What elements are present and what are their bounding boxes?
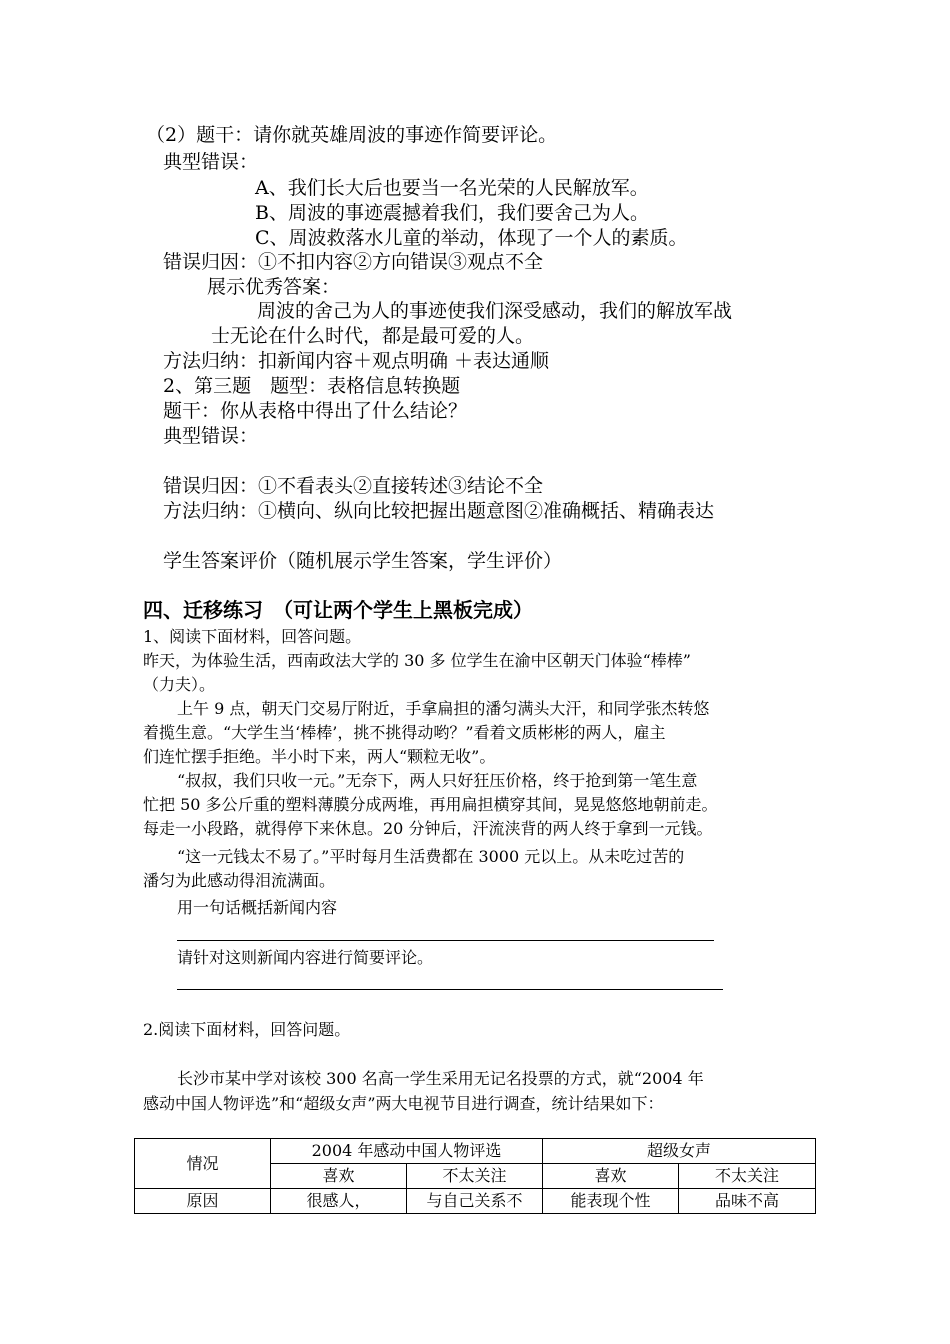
- q2-intro-line-1: 长沙市某中学对该校 300 名高一学生采用无记名投票的方式，就“2004 年: [177, 1069, 704, 1088]
- typical-errors-label: 典型错误：: [163, 151, 259, 173]
- typical-error-b: B、周波的事迹震撼着我们，我们要舍己为人。: [255, 202, 649, 224]
- cell-g1-not-care-reason: 与自己关系不: [407, 1189, 543, 1214]
- header-not-care-1: 不太关注: [407, 1164, 543, 1189]
- question-3-error-causes: 错误归因：①不看表头②直接转述③结论不全: [163, 475, 544, 497]
- passage-p1-line-2: （力夫）。: [143, 675, 216, 694]
- question-3-stem: 题干：你从表格中得出了什么结论？: [163, 400, 468, 422]
- practice-q1-title: 1、阅读下面材料，回答问题。: [143, 627, 362, 646]
- table-row: [135, 1189, 816, 1214]
- passage-p2-line-3: 们连忙摆手拒绝。半小时下来，两人“颗粒无收”。: [143, 747, 496, 766]
- header-situation: 情况: [135, 1139, 271, 1189]
- passage-p4-line-1: “这一元钱太不易了。”平时每月生活费都在 3000 元以上。从未吃过苦的: [177, 847, 685, 866]
- q2-stem: （2）题干：请你就英雄周波的事迹作简要评论。: [146, 124, 558, 146]
- passage-p1-line-1: 昨天，为体验生活，西南政法大学的 30 多 位学生在渝中区朝天门体验“棒棒”: [143, 651, 691, 670]
- header-group-touching-china: 2004 年感动中国人物评选: [271, 1139, 543, 1164]
- answer-line-2[interactable]: [177, 989, 723, 990]
- header-like-1: 喜欢: [271, 1164, 407, 1189]
- q2-intro-line-2: 感动中国人物评选”和“超级女声”两大电视节目进行调查，统计结果如下：: [143, 1094, 664, 1113]
- question-3-typical-errors: 典型错误：: [163, 425, 259, 447]
- prompt-summarize: 用一句话概括新闻内容: [177, 898, 338, 917]
- header-not-care-2: 不太关注: [679, 1164, 816, 1189]
- excellent-answer-line-1: 周波的舍己为人的事迹使我们深受感动，我们的解放军战: [257, 300, 733, 322]
- header-like-2: 喜欢: [543, 1164, 679, 1189]
- student-answer-evaluation: 学生答案评价（随机展示学生答案，学生评价）: [163, 550, 563, 572]
- cell-g2-like-reason: 能表现个性: [543, 1189, 679, 1214]
- passage-p3-line-2: 忙把 50 多公斤重的塑料薄膜分成两堆，再用扁担横穿其间，晃晃悠悠地朝前走。: [143, 795, 718, 814]
- survey-table: [134, 1138, 816, 1214]
- table-row: [135, 1139, 816, 1164]
- answer-line-1[interactable]: [177, 940, 714, 941]
- method-summary-1: 方法归纳：扣新闻内容＋观点明确 ＋表达通顺: [163, 350, 550, 372]
- excellent-answer-line-2: 士无论在什么时代，都是最可爱的人。: [211, 325, 535, 347]
- practice-q2-title: 2.阅读下面材料，回答问题。: [143, 1020, 351, 1039]
- prompt-comment: 请针对这则新闻内容进行简要评论。: [177, 948, 434, 967]
- passage-p3-line-3: 每走一小段路，就得停下来休息。20 分钟后，汗流浃背的两人终于拿到一元钱。: [143, 819, 713, 838]
- method-summary-2: 方法归纳：①横向、纵向比较把握出题意图②准确概括、精确表达: [163, 500, 715, 522]
- typical-error-c: C、周波救落水儿童的举动，体现了一个人的素质。: [255, 227, 688, 249]
- passage-p2-line-1: 上午 9 点，朝天门交易厅附近，手拿扁担的潘匀满头大汗，和同学张杰转悠: [177, 699, 710, 718]
- error-causes: 错误归因：①不扣内容②方向错误③观点不全: [163, 251, 544, 273]
- passage-p4-line-2: 潘匀为此感动得泪流满面。: [143, 871, 336, 890]
- row-label-reason: 原因: [135, 1189, 271, 1214]
- cell-g2-not-care-reason: 品味不高: [679, 1189, 816, 1214]
- section-heading: 四、迁移练习 （可让两个学生上黑板完成）: [143, 598, 533, 622]
- question-3-title: 2、第三题 题型：表格信息转换题: [163, 375, 461, 397]
- passage-p3-line-1: “叔叔，我们只收一元。”无奈下，两人只好狂压价格，终于抢到第一笔生意: [177, 771, 698, 790]
- excellent-answer-label: 展示优秀答案：: [207, 276, 341, 298]
- header-group-super-girl: 超级女声: [543, 1139, 816, 1164]
- passage-p2-line-2: 着揽生意。“大学生当‘棒棒’，挑不挑得动哟？”看着文质彬彬的两人，雇主: [143, 723, 666, 742]
- typical-error-a: A、我们长大后也要当一名光荣的人民解放军。: [255, 177, 649, 199]
- cell-g1-like-reason: 很感人，: [271, 1189, 407, 1214]
